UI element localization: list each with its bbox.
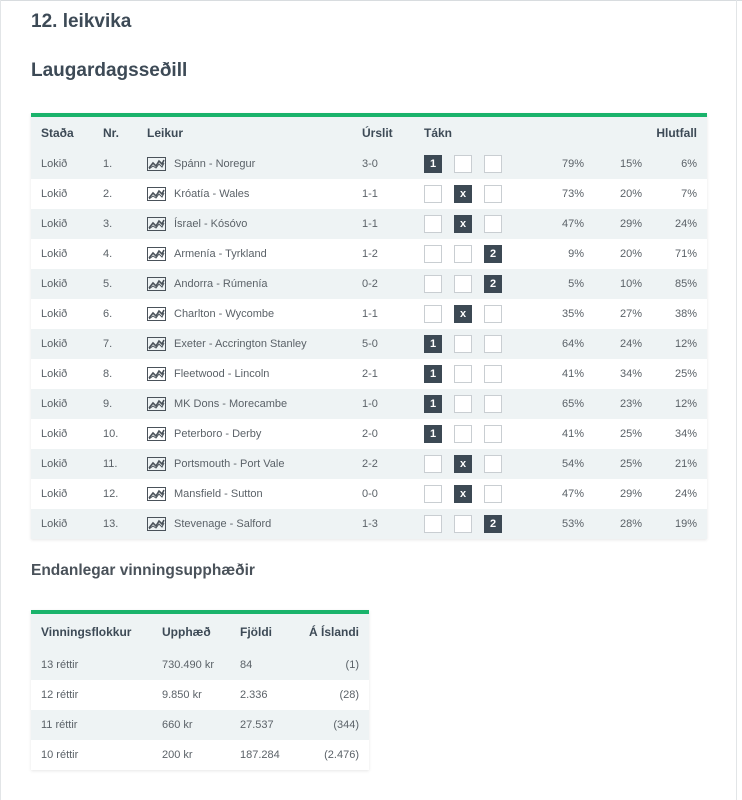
col-status: Staða bbox=[31, 117, 93, 149]
symbol-label: x bbox=[459, 488, 467, 500]
symbol-group bbox=[424, 155, 527, 173]
number-cell: 7. bbox=[93, 329, 137, 359]
iceland-cell: (28) bbox=[294, 680, 369, 710]
stats-chart-icon[interactable] bbox=[147, 517, 166, 531]
symbol-label: 1 bbox=[429, 428, 437, 440]
symbol-box-1 bbox=[424, 185, 442, 203]
match-name: Spánn - Noregur bbox=[174, 158, 256, 170]
window-top-border bbox=[0, 0, 742, 1]
ratio-away-cell: 85% bbox=[642, 269, 707, 299]
match-name: Andorra - Rúmenía bbox=[174, 278, 268, 290]
symbol-label: 1 bbox=[429, 158, 437, 170]
symbol-cell bbox=[414, 149, 527, 179]
symbol-box-2 bbox=[484, 305, 502, 323]
col-symbol: Tákn bbox=[414, 117, 527, 149]
symbol-box-x bbox=[454, 485, 472, 503]
match-cell bbox=[137, 329, 352, 359]
ratio-home-cell: 35% bbox=[527, 299, 584, 329]
symbol-cell bbox=[414, 209, 527, 239]
iceland-cell: (344) bbox=[294, 710, 369, 740]
table-row bbox=[31, 239, 707, 269]
symbol-cell bbox=[414, 329, 527, 359]
number-cell: 12. bbox=[93, 479, 137, 509]
category-cell: 13 réttir bbox=[31, 650, 152, 680]
match-cell bbox=[137, 479, 352, 509]
symbol-label: 1 bbox=[429, 338, 437, 350]
match-cell bbox=[137, 269, 352, 299]
symbol-group bbox=[424, 515, 527, 533]
result-cell: 5-0 bbox=[352, 329, 414, 359]
ratio-home-cell: 79% bbox=[527, 149, 584, 179]
ratio-draw-cell: 25% bbox=[584, 449, 642, 479]
match-name: Króatía - Wales bbox=[174, 188, 250, 200]
symbol-box-1 bbox=[424, 305, 442, 323]
table-row bbox=[31, 299, 707, 329]
symbol-group bbox=[424, 335, 527, 353]
symbol-cell bbox=[414, 239, 527, 269]
ratio-home-cell: 47% bbox=[527, 209, 584, 239]
symbol-box-2 bbox=[484, 485, 502, 503]
match-name: Stevenage - Salford bbox=[174, 518, 272, 530]
symbol-box-x bbox=[454, 185, 472, 203]
match-cell bbox=[137, 419, 352, 449]
symbol-box-2 bbox=[484, 155, 502, 173]
iceland-cell: (1) bbox=[294, 650, 369, 680]
result-cell: 1-2 bbox=[352, 239, 414, 269]
symbol-group bbox=[424, 305, 527, 323]
match-cell bbox=[137, 389, 352, 419]
result-cell: 1-1 bbox=[352, 179, 414, 209]
table-row bbox=[31, 710, 369, 740]
ratio-home-cell: 9% bbox=[527, 239, 584, 269]
ratio-draw-cell: 20% bbox=[584, 179, 642, 209]
col-amount: Upphæð bbox=[152, 614, 230, 650]
stats-chart-icon[interactable] bbox=[147, 187, 166, 201]
prizes-title: Endanlegar vinningsupphæðir bbox=[31, 562, 255, 579]
symbol-label: x bbox=[459, 188, 467, 200]
ratio-home-cell: 41% bbox=[527, 359, 584, 389]
ratio-home-cell: 65% bbox=[527, 389, 584, 419]
amount-cell: 9.850 kr bbox=[152, 680, 230, 710]
ratio-home-cell: 47% bbox=[527, 479, 584, 509]
table-row bbox=[31, 359, 707, 389]
match-name: Charlton - Wycombe bbox=[174, 308, 275, 320]
symbol-box-x bbox=[454, 275, 472, 293]
symbol-group bbox=[424, 485, 527, 503]
symbol-group bbox=[424, 395, 527, 413]
col-ratio: Hlutfall bbox=[642, 117, 707, 149]
symbol-group bbox=[424, 455, 527, 473]
result-cell: 1-1 bbox=[352, 209, 414, 239]
table-row bbox=[31, 509, 707, 539]
symbol-label: x bbox=[459, 308, 467, 320]
symbol-box-1 bbox=[424, 515, 442, 533]
result-cell: 1-0 bbox=[352, 389, 414, 419]
symbol-box-1 bbox=[424, 155, 442, 173]
symbol-box-x bbox=[454, 305, 472, 323]
symbol-label: x bbox=[459, 218, 467, 230]
symbol-box-2 bbox=[484, 365, 502, 383]
prizes-card bbox=[31, 610, 369, 770]
symbol-box-1 bbox=[424, 365, 442, 383]
result-cell: 2-2 bbox=[352, 449, 414, 479]
stats-chart-icon[interactable] bbox=[147, 157, 166, 171]
number-cell: 4. bbox=[93, 239, 137, 269]
ratio-draw-cell: 23% bbox=[584, 389, 642, 419]
status-cell: Lokið bbox=[31, 329, 93, 359]
number-cell: 5. bbox=[93, 269, 137, 299]
status-cell: Lokið bbox=[31, 509, 93, 539]
stats-chart-icon[interactable] bbox=[147, 247, 166, 261]
window-right-border bbox=[736, 0, 737, 800]
table-row bbox=[31, 740, 369, 770]
symbol-box-2 bbox=[484, 515, 502, 533]
symbol-box-x bbox=[454, 395, 472, 413]
ratio-away-cell: 12% bbox=[642, 389, 707, 419]
stats-chart-icon[interactable] bbox=[147, 307, 166, 321]
ratio-away-cell: 21% bbox=[642, 449, 707, 479]
table-row bbox=[31, 419, 707, 449]
ratio-home-cell: 41% bbox=[527, 419, 584, 449]
symbol-box-1 bbox=[424, 215, 442, 233]
ratio-away-cell: 12% bbox=[642, 329, 707, 359]
col-count: Fjöldi bbox=[230, 614, 294, 650]
ratio-away-cell: 6% bbox=[642, 149, 707, 179]
ratio-away-cell: 38% bbox=[642, 299, 707, 329]
match-cell bbox=[137, 209, 352, 239]
symbol-group bbox=[424, 185, 527, 203]
symbol-box-x bbox=[454, 215, 472, 233]
status-cell: Lokið bbox=[31, 269, 93, 299]
status-cell: Lokið bbox=[31, 479, 93, 509]
symbol-label: 1 bbox=[429, 368, 437, 380]
symbol-box-1 bbox=[424, 455, 442, 473]
number-cell: 1. bbox=[93, 149, 137, 179]
ratio-draw-cell: 34% bbox=[584, 359, 642, 389]
ratio-away-cell: 7% bbox=[642, 179, 707, 209]
table-row bbox=[31, 479, 707, 509]
match-name: Mansfield - Sutton bbox=[174, 488, 263, 500]
match-name: Fleetwood - Lincoln bbox=[174, 368, 270, 380]
status-cell: Lokið bbox=[31, 419, 93, 449]
ratio-draw-cell: 10% bbox=[584, 269, 642, 299]
match-name: Ísrael - Kósóvo bbox=[174, 218, 248, 230]
ratio-draw-cell: 29% bbox=[584, 209, 642, 239]
match-cell bbox=[137, 359, 352, 389]
symbol-box-1 bbox=[424, 245, 442, 263]
ratio-draw-cell: 25% bbox=[584, 419, 642, 449]
ratio-draw-cell: 29% bbox=[584, 479, 642, 509]
ratio-away-cell: 24% bbox=[642, 209, 707, 239]
stats-chart-icon[interactable] bbox=[147, 487, 166, 501]
col-iceland: Á Íslandi bbox=[294, 614, 369, 650]
ratio-draw-cell: 15% bbox=[584, 149, 642, 179]
ratio-home-cell: 53% bbox=[527, 509, 584, 539]
stats-chart-icon[interactable] bbox=[147, 277, 166, 291]
symbol-label: 2 bbox=[489, 518, 497, 530]
status-cell: Lokið bbox=[31, 359, 93, 389]
ratio-draw-cell: 24% bbox=[584, 329, 642, 359]
results-body bbox=[31, 149, 707, 539]
symbol-box-1 bbox=[424, 275, 442, 293]
symbol-label: 1 bbox=[429, 398, 437, 410]
status-cell: Lokið bbox=[31, 389, 93, 419]
symbol-cell bbox=[414, 509, 527, 539]
ratio-away-cell: 34% bbox=[642, 419, 707, 449]
count-cell: 187.284 bbox=[230, 740, 294, 770]
result-cell: 0-0 bbox=[352, 479, 414, 509]
stats-chart-icon[interactable] bbox=[147, 397, 166, 411]
match-cell bbox=[137, 299, 352, 329]
symbol-cell bbox=[414, 449, 527, 479]
stats-chart-icon[interactable] bbox=[147, 217, 166, 231]
status-cell: Lokið bbox=[31, 209, 93, 239]
category-cell: 12 réttir bbox=[31, 680, 152, 710]
symbol-box-1 bbox=[424, 485, 442, 503]
iceland-cell: (2.476) bbox=[294, 740, 369, 770]
ratio-draw-cell: 28% bbox=[584, 509, 642, 539]
symbol-group bbox=[424, 245, 527, 263]
number-cell: 10. bbox=[93, 419, 137, 449]
symbol-box-2 bbox=[484, 335, 502, 353]
prizes-header-row bbox=[31, 614, 369, 650]
amount-cell: 200 kr bbox=[152, 740, 230, 770]
table-row bbox=[31, 449, 707, 479]
symbol-box-x bbox=[454, 245, 472, 263]
symbol-group bbox=[424, 215, 527, 233]
symbol-cell bbox=[414, 359, 527, 389]
table-row bbox=[31, 149, 707, 179]
ratio-away-cell: 24% bbox=[642, 479, 707, 509]
symbol-group bbox=[424, 275, 527, 293]
result-cell: 2-0 bbox=[352, 419, 414, 449]
ratio-home-cell: 64% bbox=[527, 329, 584, 359]
results-card bbox=[31, 113, 707, 539]
symbol-box-2 bbox=[484, 455, 502, 473]
symbol-group bbox=[424, 425, 527, 443]
symbol-cell bbox=[414, 179, 527, 209]
symbol-cell bbox=[414, 299, 527, 329]
stats-chart-icon[interactable] bbox=[147, 457, 166, 471]
symbol-cell bbox=[414, 269, 527, 299]
coupon-title: Laugardagsseðill bbox=[31, 60, 188, 81]
status-cell: Lokið bbox=[31, 299, 93, 329]
symbol-cell bbox=[414, 479, 527, 509]
status-cell: Lokið bbox=[31, 149, 93, 179]
ratio-home-cell: 5% bbox=[527, 269, 584, 299]
symbol-box-2 bbox=[484, 425, 502, 443]
status-cell: Lokið bbox=[31, 449, 93, 479]
match-cell bbox=[137, 149, 352, 179]
symbol-box-x bbox=[454, 365, 472, 383]
count-cell: 2.336 bbox=[230, 680, 294, 710]
symbol-box-1 bbox=[424, 335, 442, 353]
symbol-box-1 bbox=[424, 425, 442, 443]
result-cell: 2-1 bbox=[352, 359, 414, 389]
number-cell: 3. bbox=[93, 209, 137, 239]
ratio-away-cell: 71% bbox=[642, 239, 707, 269]
stats-chart-icon[interactable] bbox=[147, 427, 166, 441]
col-result: Úrslit bbox=[352, 117, 414, 149]
symbol-box-x bbox=[454, 425, 472, 443]
table-row bbox=[31, 329, 707, 359]
match-cell bbox=[137, 179, 352, 209]
col-match: Leikur bbox=[137, 117, 352, 149]
match-name: Armenía - Tyrkland bbox=[174, 248, 267, 260]
amount-cell: 660 kr bbox=[152, 710, 230, 740]
category-cell: 11 réttir bbox=[31, 710, 152, 740]
ratio-away-cell: 19% bbox=[642, 509, 707, 539]
symbol-group bbox=[424, 365, 527, 383]
count-cell: 84 bbox=[230, 650, 294, 680]
prizes-body bbox=[31, 650, 369, 770]
symbol-cell bbox=[414, 389, 527, 419]
number-cell: 6. bbox=[93, 299, 137, 329]
number-cell: 2. bbox=[93, 179, 137, 209]
match-name: MK Dons - Morecambe bbox=[174, 398, 288, 410]
number-cell: 8. bbox=[93, 359, 137, 389]
ratio-draw-cell: 27% bbox=[584, 299, 642, 329]
table-row bbox=[31, 650, 369, 680]
col-ratio-spacer-1 bbox=[527, 117, 584, 149]
status-cell: Lokið bbox=[31, 239, 93, 269]
stats-chart-icon[interactable] bbox=[147, 337, 166, 351]
number-cell: 13. bbox=[93, 509, 137, 539]
col-category: Vinningsflokkur bbox=[31, 614, 152, 650]
symbol-box-x bbox=[454, 455, 472, 473]
number-cell: 11. bbox=[93, 449, 137, 479]
table-row bbox=[31, 680, 369, 710]
result-cell: 1-1 bbox=[352, 299, 414, 329]
ratio-home-cell: 73% bbox=[527, 179, 584, 209]
count-cell: 27.537 bbox=[230, 710, 294, 740]
result-cell: 0-2 bbox=[352, 269, 414, 299]
symbol-box-2 bbox=[484, 215, 502, 233]
symbol-box-1 bbox=[424, 395, 442, 413]
match-name: Peterboro - Derby bbox=[174, 428, 262, 440]
prizes-table bbox=[31, 614, 369, 770]
ratio-draw-cell: 20% bbox=[584, 239, 642, 269]
symbol-box-2 bbox=[484, 395, 502, 413]
symbol-label: 2 bbox=[489, 248, 497, 260]
symbol-box-x bbox=[454, 155, 472, 173]
match-cell bbox=[137, 449, 352, 479]
status-cell: Lokið bbox=[31, 179, 93, 209]
match-name: Exeter - Accrington Stanley bbox=[174, 338, 307, 350]
col-ratio-spacer-2 bbox=[584, 117, 642, 149]
category-cell: 10 réttir bbox=[31, 740, 152, 770]
symbol-label: x bbox=[459, 458, 467, 470]
week-title: 12. leikvika bbox=[31, 11, 132, 32]
col-number: Nr. bbox=[93, 117, 137, 149]
match-cell bbox=[137, 509, 352, 539]
symbol-box-2 bbox=[484, 185, 502, 203]
ratio-home-cell: 54% bbox=[527, 449, 584, 479]
result-cell: 1-3 bbox=[352, 509, 414, 539]
symbol-box-2 bbox=[484, 275, 502, 293]
number-cell: 9. bbox=[93, 389, 137, 419]
table-row bbox=[31, 209, 707, 239]
window-left-border bbox=[0, 0, 1, 800]
amount-cell: 730.490 kr bbox=[152, 650, 230, 680]
symbol-cell bbox=[414, 419, 527, 449]
results-header-row bbox=[31, 117, 707, 149]
results-table bbox=[31, 117, 707, 539]
symbol-box-x bbox=[454, 335, 472, 353]
symbol-box-2 bbox=[484, 245, 502, 263]
stats-chart-icon[interactable] bbox=[147, 367, 166, 381]
ratio-away-cell: 25% bbox=[642, 359, 707, 389]
result-cell: 3-0 bbox=[352, 149, 414, 179]
symbol-label: 2 bbox=[489, 278, 497, 290]
symbol-box-x bbox=[454, 515, 472, 533]
table-row bbox=[31, 269, 707, 299]
table-row bbox=[31, 389, 707, 419]
table-row bbox=[31, 179, 707, 209]
match-cell bbox=[137, 239, 352, 269]
match-name: Portsmouth - Port Vale bbox=[174, 458, 285, 470]
